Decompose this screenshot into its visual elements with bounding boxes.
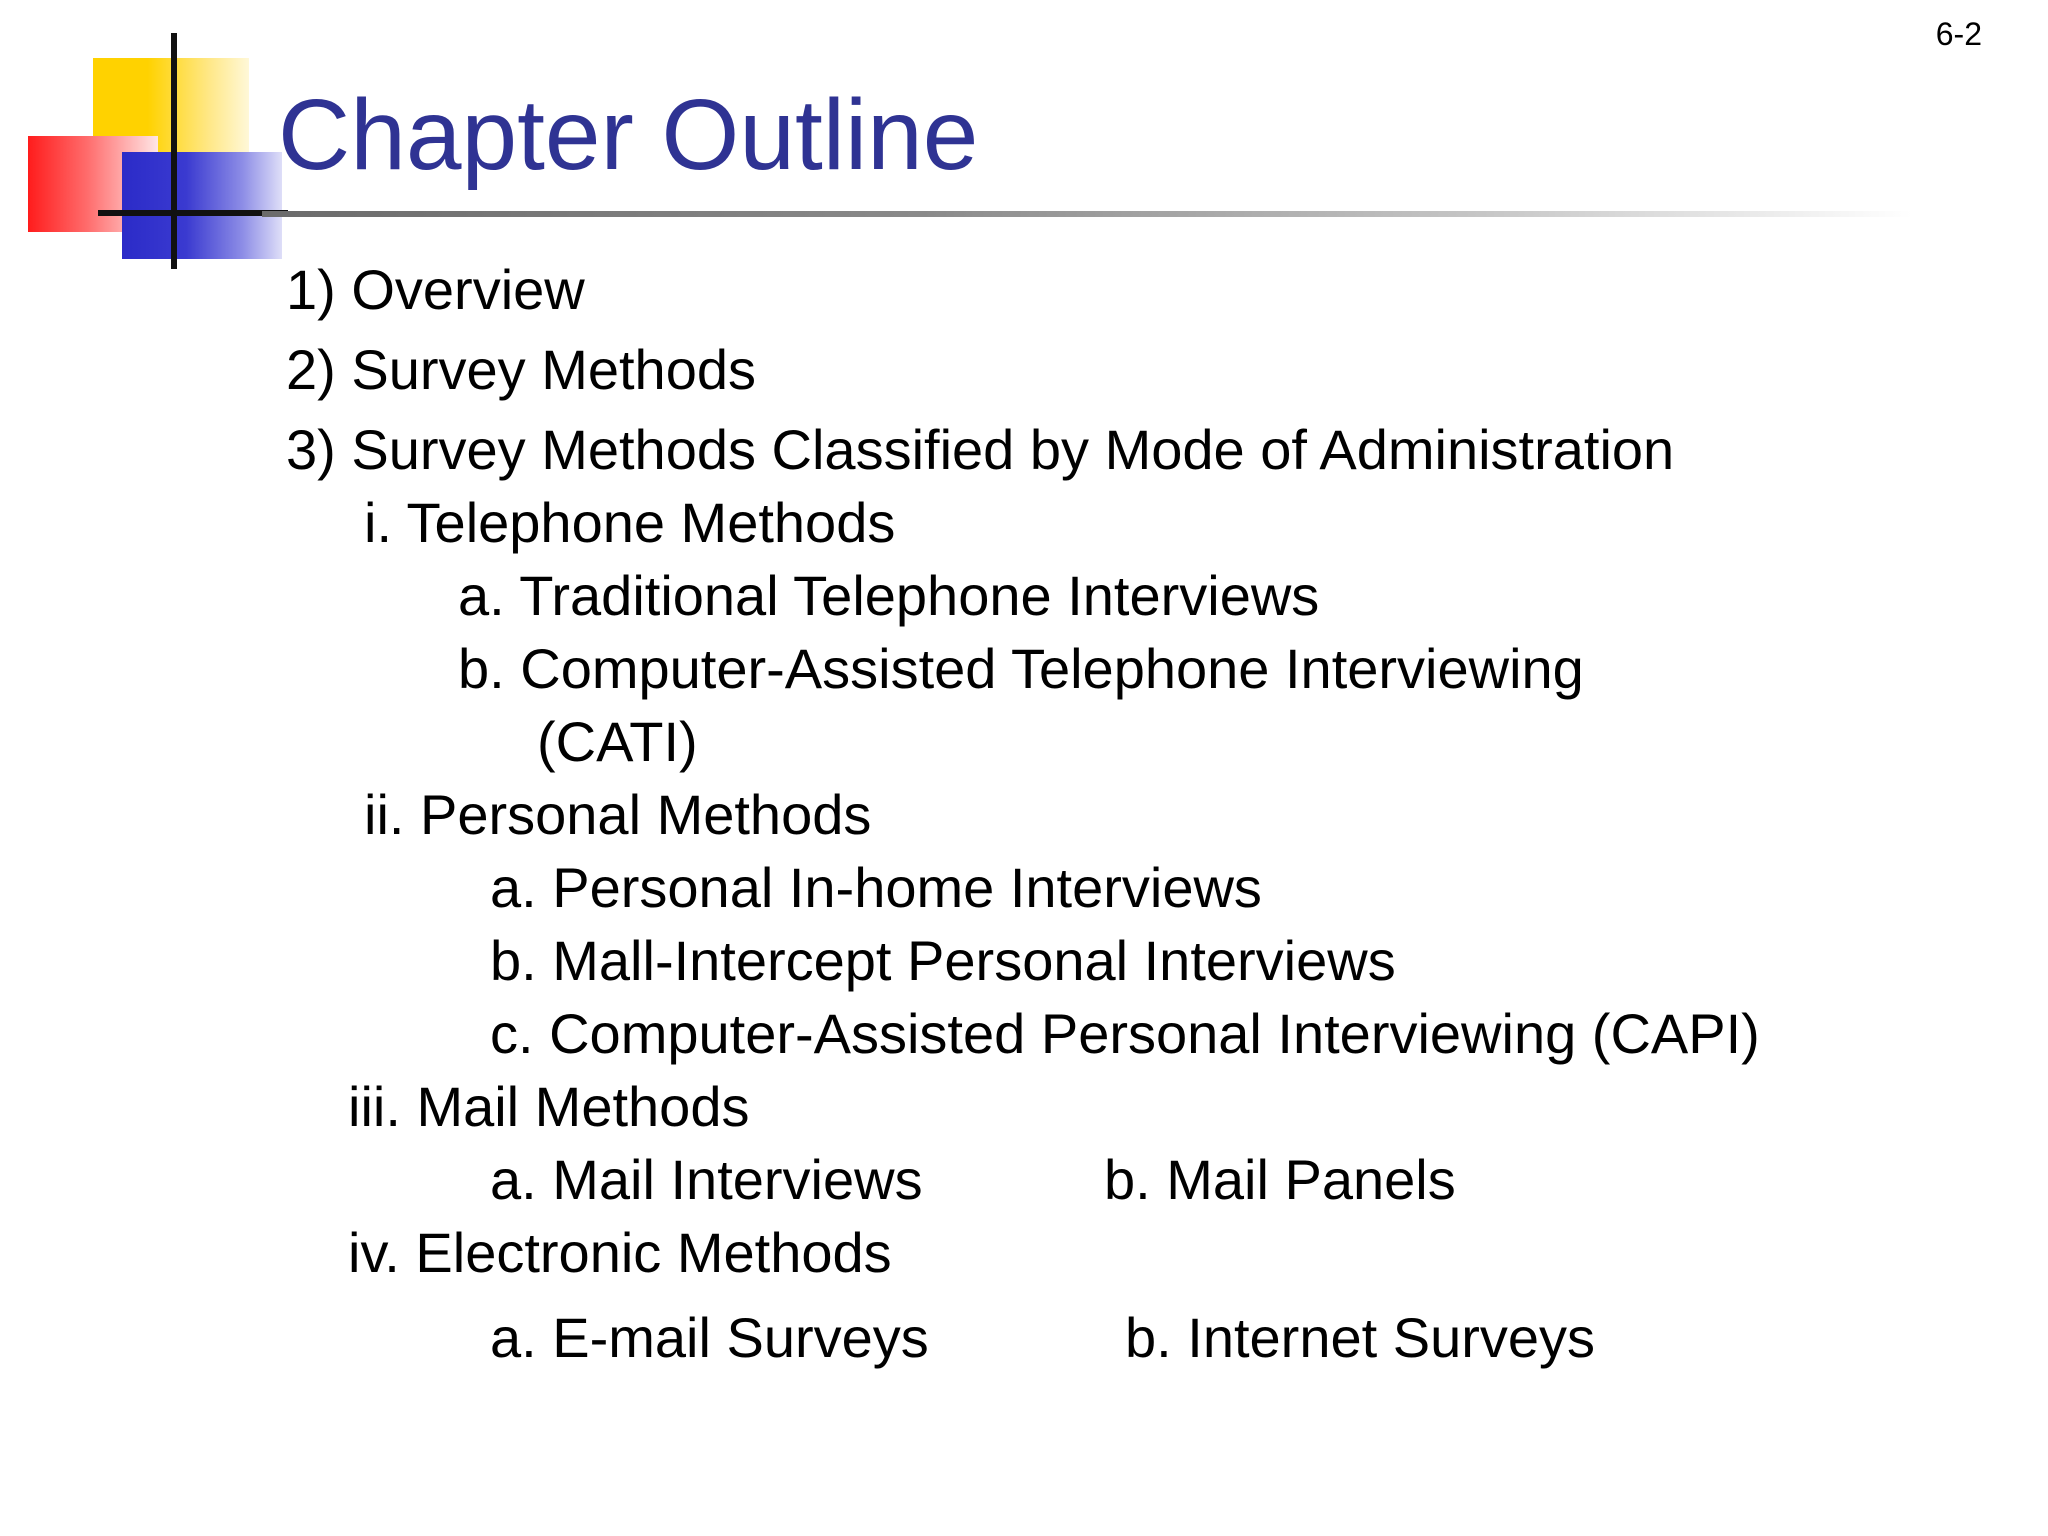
outline-personal-c: c. Computer-Assisted Personal Interviewing (CAPI) <box>490 1002 1760 1065</box>
title-underline <box>262 211 1912 217</box>
blue-square-graphic <box>122 152 282 259</box>
vertical-line-graphic <box>171 33 177 269</box>
decorative-logo-graphic <box>0 0 300 280</box>
outline-telephone-b: b. Computer-Assisted Telephone Interviewing <box>458 637 1584 700</box>
outline-item-survey-methods: 2) Survey Methods <box>286 338 756 401</box>
outline-telephone-b-continued: (CATI) <box>537 710 698 773</box>
outline-mail-b: b. Mail Panels <box>1104 1148 1456 1211</box>
slide-title: Chapter Outline <box>278 79 979 191</box>
outline-personal-b: b. Mall-Intercept Personal Interviews <box>490 929 1396 992</box>
outline-mail-heading: iii. Mail Methods <box>348 1075 750 1138</box>
outline-mail-a: a. Mail Interviews <box>490 1148 923 1211</box>
horizontal-line-graphic <box>98 210 288 216</box>
outline-electronic-a: a. E-mail Surveys <box>490 1306 929 1369</box>
outline-item-overview: 1) Overview <box>286 258 585 321</box>
outline-personal-a: a. Personal In-home Interviews <box>490 856 1262 919</box>
outline-electronic-heading: iv. Electronic Methods <box>348 1221 892 1284</box>
outline-telephone-a: a. Traditional Telephone Interviews <box>458 564 1320 627</box>
outline-item-classified: 3) Survey Methods Classified by Mode of Administration <box>286 418 1675 481</box>
outline-personal-heading: ii. Personal Methods <box>364 783 872 846</box>
outline-electronic-b: b. Internet Surveys <box>1125 1306 1596 1369</box>
outline-telephone-heading: i. Telephone Methods <box>364 491 896 554</box>
slide-number: 6-2 <box>1935 16 1982 52</box>
